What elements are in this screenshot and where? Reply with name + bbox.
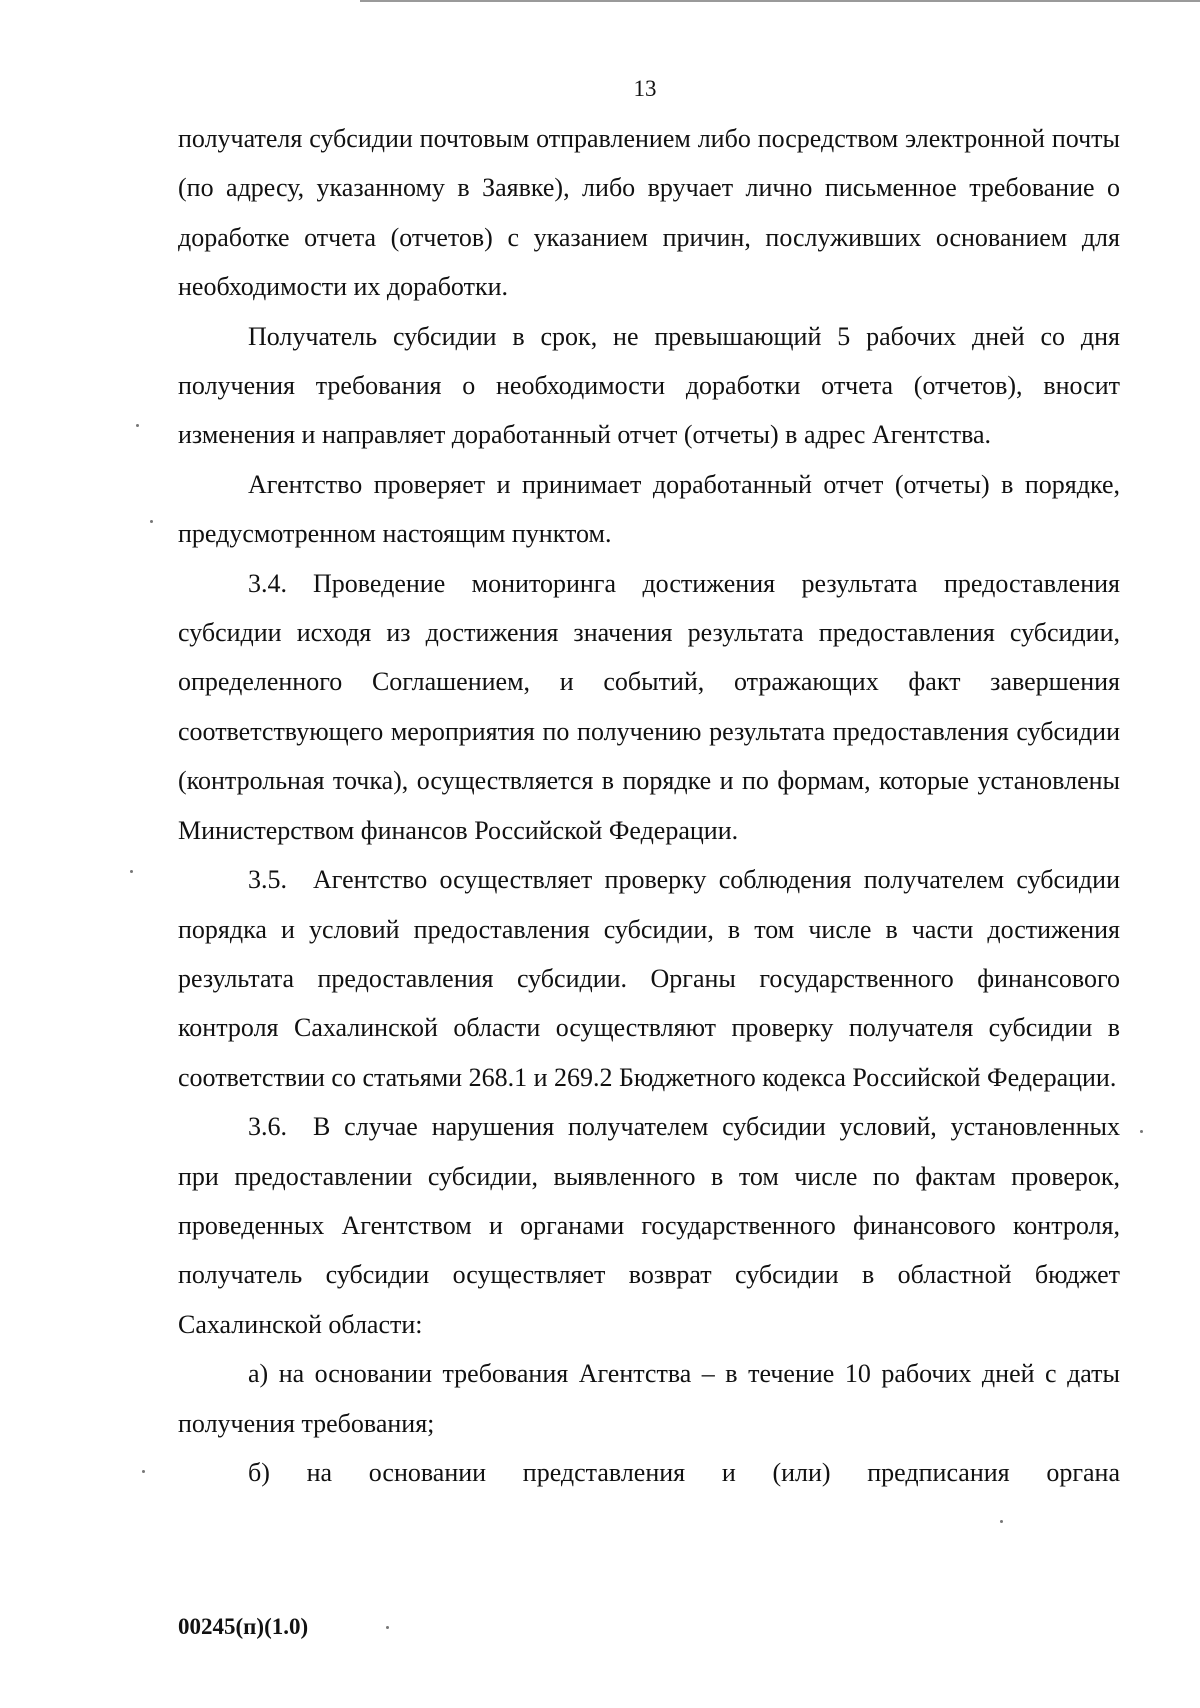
scan-speck	[142, 1470, 145, 1473]
paragraph-3-6: 3.6. В случае нарушения получателем субсидии условий, установленных при предоставлении субсидии, выявленного в том числе по фактам проверок, проведенных Агентством и органами государственного финансового контроля, получатель субсидии осуществляет возврат субсидии в областной бюджет Сахалинской области:	[178, 1112, 1120, 1339]
scan-speck	[136, 424, 139, 427]
page-number: 13	[633, 76, 657, 101]
paragraph-3-5: 3.5. Агентство осуществляет проверку соблюдения получателем субсидии порядка и условий предоставления субсидии, в том числе в части достижения результата предоставления субсидии. Органы государственного финансового контроля Сахалинской области осуществляют проверку получателя субсидии в соответствии со статьями 268.1 и 269.2 Бюджетного кодекса Российской Федерации.	[178, 865, 1120, 1092]
paragraph-item-b: б) на основании представления и (или) предписания органа	[248, 1457, 1120, 1487]
paragraph-item-a: а) на основании требования Агентства – в течение 10 рабочих дней с даты получения требования;	[178, 1359, 1120, 1438]
document-code: 00245(п)(1.0)	[178, 1614, 309, 1639]
paragraph-agency-check: Агентство проверяет и принимает доработанный отчет (отчеты) в порядке, предусмотренном настоящим пунктом.	[178, 469, 1120, 549]
scan-speck	[150, 520, 153, 523]
scan-speck	[130, 870, 133, 873]
paragraph-continuation: получателя субсидии почтовым отправлением либо посредством электронной почты (по адресу, указанному в Заявке), либо вручает лично письменное требование о доработке отчета (отчетов) с указанием причин, послуживших основанием для необходимости их доработки.	[178, 124, 1120, 302]
scan-top-edge-line	[360, 0, 1200, 2]
document-body	[178, 114, 1120, 1497]
paragraph-3-4: 3.4. Проведение мониторинга достижения результата предоставления субсидии исходя из достижения значения результата предоставления субсидии, определенного Соглашением, и событий, отражающих факт завершения соответствующего мероприятия по получению результата предоставления субсидии (контрольная точка), осуществляется в порядке и по формам, которые установлены Министерством финансов Российской Федерации.	[178, 568, 1120, 845]
paragraph-resubmission: Получатель субсидии в срок, не превышающий 5 рабочих дней со дня получения требования о необходимости доработки отчета (отчетов), вносит изменения и направляет доработанный отчет (отчеты) в адрес Агентства.	[178, 321, 1120, 450]
scan-speck	[386, 1626, 389, 1629]
scan-speck	[1140, 1130, 1143, 1133]
scan-speck	[1000, 1520, 1003, 1523]
